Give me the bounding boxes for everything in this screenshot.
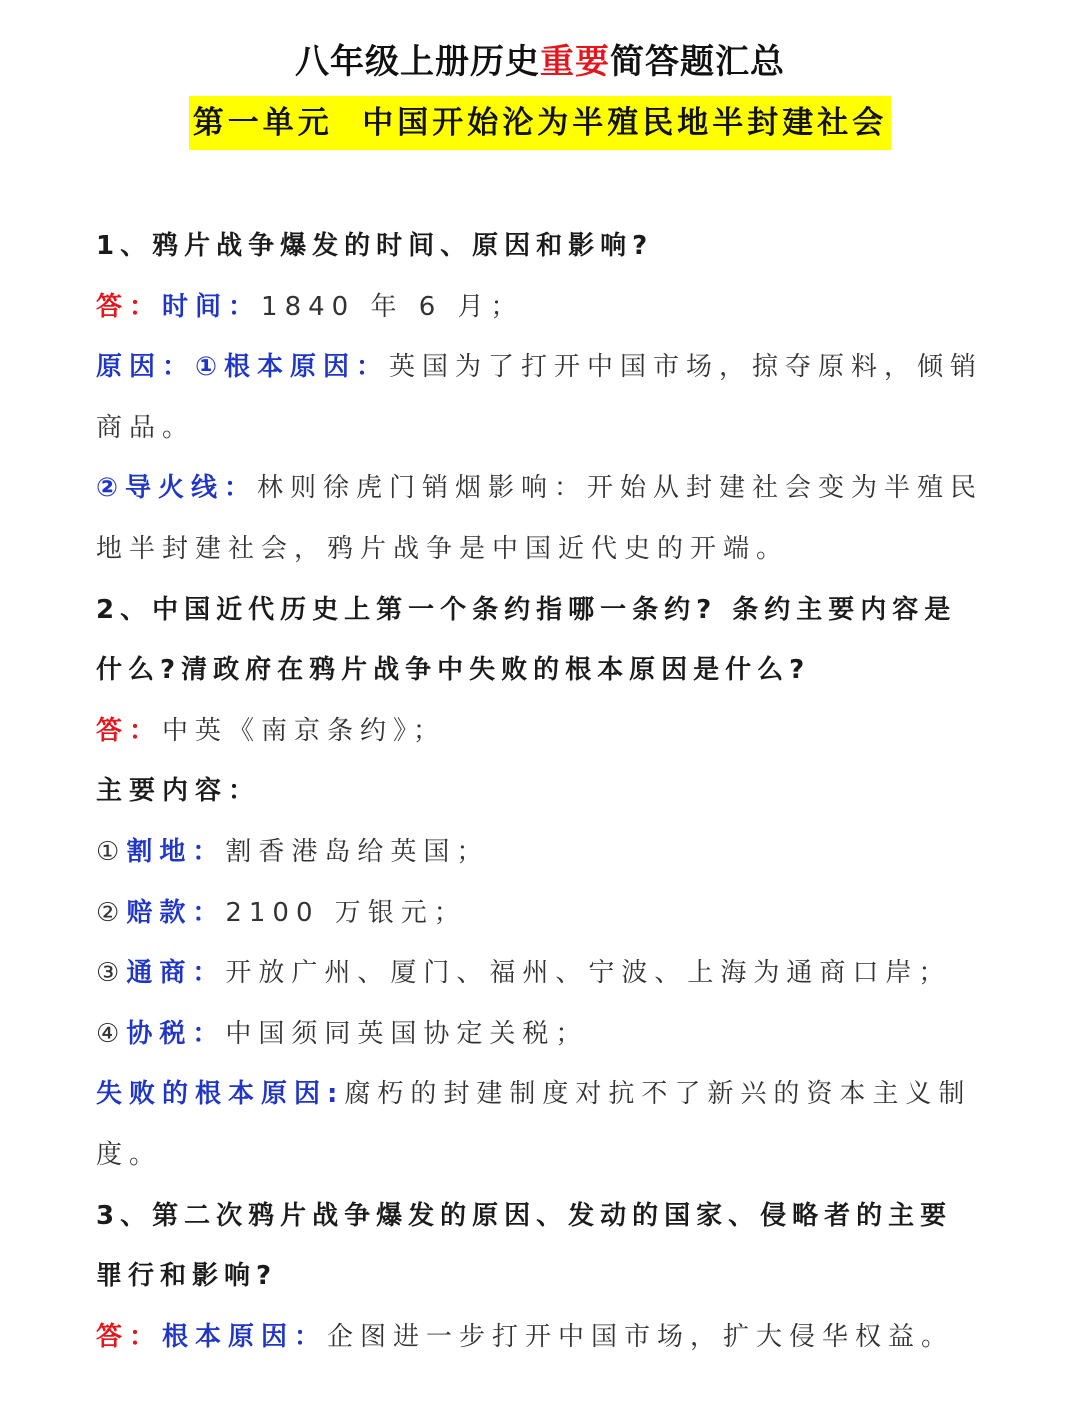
cause-label: 根本原因： [162,1321,328,1352]
question-3-cont: 罪行和影响? [96,1261,278,1292]
content [96,216,984,1367]
answer-text: 中英《南京条约》； [162,715,447,746]
item-number: ① [96,836,127,867]
q1-cause [96,337,984,398]
item-label: 割地： [126,836,226,867]
page-title [0,36,1080,88]
item-label: 协税： [126,1018,226,1049]
cause-label: 原因：①根本原因： [96,352,390,383]
fail-label: 失败的根本原因: [96,1079,345,1110]
q2-item-4 [96,1004,976,1065]
time-text: 1840 年 6 月； [261,291,524,322]
answer-label: 答： [96,291,163,322]
q2-answer [96,701,976,762]
title-part-1: 八年级上册历史 [295,42,540,82]
answer-label: 答： [96,715,163,746]
item-number: ② [96,897,127,928]
title-part-2: 简答题汇总 [610,42,785,82]
unit-heading-wrap [0,96,1080,150]
q2-item-1 [96,822,976,883]
fuse-label: ②导火线： [96,473,258,504]
item-text: 中国须同英国协定关税； [225,1018,589,1049]
question-2: 2、中国近代历史上第一个条约指哪一条约? 条约主要内容是 [96,594,957,625]
question-3: 3、第二次鸦片战争爆发的原因、发动的国家、侵略者的主要 [96,1200,953,1231]
q3-answer [96,1307,976,1368]
q1-fuse-cont: 地半封建社会，鸦片战争是中国近代史的开端。 [96,533,790,564]
q2-fail-cont: 度。 [96,1139,163,1170]
question-2-cont: 什么?清政府在鸦片战争中失败的根本原因是什么? [96,655,811,686]
item-text: 割香港岛给英国； [225,836,490,867]
q1-answer-time [96,277,976,338]
item-text: 开放广州、厦门、福州、宁波、上海为通商口岸； [225,958,952,989]
cause-text: 英国为了打开中国市场，掠夺原料，倾销 [389,352,984,383]
q2-fail-reason [96,1064,976,1125]
item-number: ③ [96,958,127,989]
q1-fuse [96,458,984,519]
answer-label: 答： [96,1321,163,1352]
q2-item-3 [96,943,976,1004]
unit-heading: 第一单元 中国开始沦为半殖民地半封建社会 [189,96,892,150]
cause-text: 企图进一步打开中国市场，扩大侵华权益。 [327,1321,955,1352]
title-highlight: 重要 [540,42,610,82]
q1-cause-cont: 商品。 [96,412,196,443]
item-label: 通商： [126,958,226,989]
fail-text: 腐朽的封建制度对抗不了新兴的资本主义制 [344,1079,972,1110]
time-label: 时间： [162,291,262,322]
question-1: 1、鸦片战争爆发的时间、原因和影响? [96,231,654,261]
main-content-label: 主要内容： [96,776,262,807]
item-text: 2100 万银元； [225,897,467,928]
item-label: 赔款： [126,897,226,928]
fuse-text: 林则徐虎门销烟影响：开始从封建社会变为半殖民 [257,473,984,504]
q2-item-2 [96,883,976,944]
item-number: ④ [96,1018,127,1049]
